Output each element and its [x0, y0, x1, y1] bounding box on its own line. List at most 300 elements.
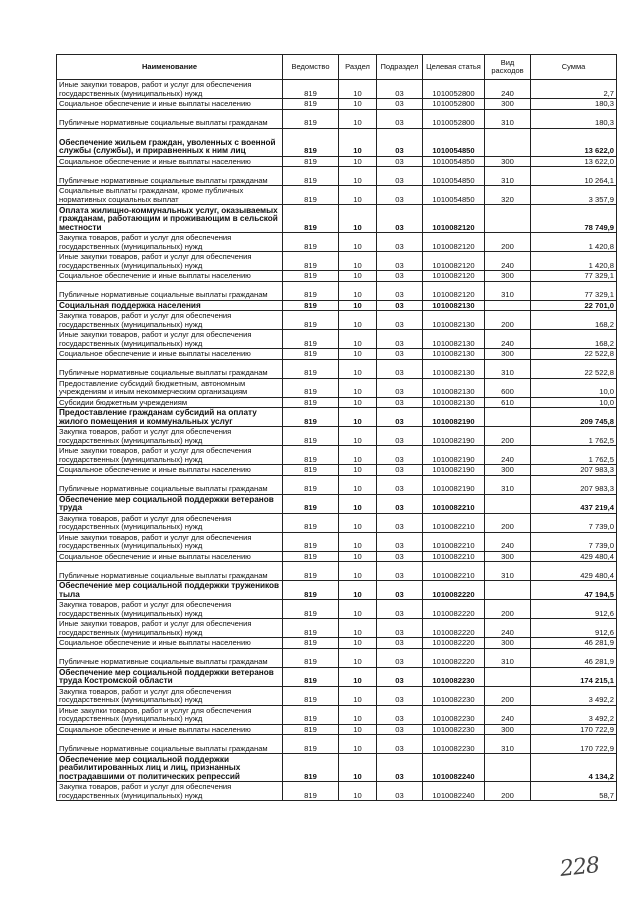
cell-article: 1010082130 — [423, 311, 485, 330]
table-row — [57, 205, 617, 233]
cell-section: 10 — [339, 705, 377, 724]
cell-subsection: 03 — [377, 397, 423, 408]
table-row — [57, 513, 617, 532]
cell-sum: 429 480,4 — [531, 562, 617, 581]
cell-sum: 209 745,8 — [531, 408, 617, 427]
cell-subsection: 03 — [377, 233, 423, 252]
cell-sum: 1 762,5 — [531, 446, 617, 465]
cell-subsection: 03 — [377, 724, 423, 735]
cell-sum: 207 983,3 — [531, 475, 617, 494]
table-row — [57, 330, 617, 349]
cell-name: Публичные нормативные социальные выплаты гражданам — [57, 281, 283, 300]
cell-subsection: 03 — [377, 475, 423, 494]
cell-subsection: 03 — [377, 494, 423, 513]
cell-subsection: 03 — [377, 186, 423, 205]
cell-name: Оплата жилищно-коммунальных услуг, оказываемых гражданам, работающим и проживающим в сельской местности — [57, 205, 283, 233]
cell-section: 10 — [339, 427, 377, 446]
table-row — [57, 619, 617, 638]
cell-section: 10 — [339, 252, 377, 271]
cell-dept: 819 — [283, 551, 339, 562]
cell-dept: 819 — [283, 686, 339, 705]
cell-dept: 819 — [283, 156, 339, 167]
cell-subsection: 03 — [377, 359, 423, 378]
table-row — [57, 349, 617, 360]
table-row — [57, 724, 617, 735]
cell-exp-type: 310 — [485, 562, 531, 581]
cell-exp-type: 600 — [485, 378, 531, 397]
cell-exp-type: 300 — [485, 271, 531, 282]
cell-article: 1010054850 — [423, 167, 485, 186]
cell-subsection: 03 — [377, 427, 423, 446]
cell-section: 10 — [339, 686, 377, 705]
cell-dept: 819 — [283, 581, 339, 600]
cell-subsection: 03 — [377, 667, 423, 686]
cell-exp-type: 300 — [485, 465, 531, 476]
cell-article: 1010052800 — [423, 109, 485, 128]
cell-sum: 3 492,2 — [531, 705, 617, 724]
cell-section: 10 — [339, 205, 377, 233]
cell-sum: 168,2 — [531, 330, 617, 349]
cell-section: 10 — [339, 359, 377, 378]
cell-article: 1010082120 — [423, 252, 485, 271]
cell-dept: 819 — [283, 99, 339, 110]
cell-exp-type: 300 — [485, 99, 531, 110]
cell-name: Социальная поддержка населения — [57, 300, 283, 311]
cell-dept: 819 — [283, 638, 339, 649]
cell-section: 10 — [339, 562, 377, 581]
cell-section: 10 — [339, 271, 377, 282]
cell-exp-type: 200 — [485, 782, 531, 801]
cell-article: 1010082220 — [423, 581, 485, 600]
cell-article: 1010082130 — [423, 300, 485, 311]
cell-dept: 819 — [283, 109, 339, 128]
cell-name: Публичные нормативные социальные выплаты гражданам — [57, 359, 283, 378]
cell-article: 1010082190 — [423, 427, 485, 446]
cell-sum: 10,0 — [531, 397, 617, 408]
cell-dept: 819 — [283, 724, 339, 735]
cell-name: Публичные нормативные социальные выплаты гражданам — [57, 562, 283, 581]
cell-exp-type: 300 — [485, 551, 531, 562]
cell-dept: 819 — [283, 330, 339, 349]
cell-exp-type — [485, 667, 531, 686]
cell-dept: 819 — [283, 667, 339, 686]
cell-dept: 819 — [283, 271, 339, 282]
table-row — [57, 475, 617, 494]
header-section: Раздел — [339, 55, 377, 80]
cell-name: Публичные нормативные социальные выплаты гражданам — [57, 109, 283, 128]
cell-article: 1010082190 — [423, 475, 485, 494]
cell-section: 10 — [339, 619, 377, 638]
cell-dept: 819 — [283, 128, 339, 156]
table-row — [57, 156, 617, 167]
cell-name: Социальное обеспечение и иные выплаты населению — [57, 638, 283, 649]
table-row — [57, 311, 617, 330]
cell-subsection: 03 — [377, 109, 423, 128]
cell-subsection: 03 — [377, 378, 423, 397]
cell-name: Обеспечение мер социальной поддержки реабилитированных лиц и лиц, признанных пострадавшими от политических репрессий — [57, 754, 283, 782]
cell-article: 1010052800 — [423, 99, 485, 110]
cell-sum: 3 492,2 — [531, 686, 617, 705]
cell-dept: 819 — [283, 408, 339, 427]
cell-subsection: 03 — [377, 532, 423, 551]
cell-sum: 170 722,9 — [531, 724, 617, 735]
cell-exp-type — [485, 205, 531, 233]
cell-article: 1010082120 — [423, 281, 485, 300]
table-row — [57, 686, 617, 705]
cell-section: 10 — [339, 446, 377, 465]
cell-article: 1010082130 — [423, 349, 485, 360]
cell-article: 1010082210 — [423, 562, 485, 581]
cell-sum: 47 194,5 — [531, 581, 617, 600]
cell-name: Социальное обеспечение и иные выплаты населению — [57, 465, 283, 476]
cell-sum: 22 522,8 — [531, 359, 617, 378]
table-header — [57, 55, 617, 80]
cell-article: 1010082120 — [423, 271, 485, 282]
table-row — [57, 532, 617, 551]
cell-sum: 1 420,8 — [531, 252, 617, 271]
cell-section: 10 — [339, 581, 377, 600]
cell-dept: 819 — [283, 619, 339, 638]
table-row — [57, 600, 617, 619]
cell-dept: 819 — [283, 705, 339, 724]
cell-article: 1010082220 — [423, 638, 485, 649]
cell-name: Публичные нормативные социальные выплаты гражданам — [57, 475, 283, 494]
header-row — [57, 55, 617, 80]
table-row — [57, 271, 617, 282]
cell-article: 1010082220 — [423, 648, 485, 667]
cell-exp-type: 310 — [485, 359, 531, 378]
cell-name: Социальное обеспечение и иные выплаты населению — [57, 349, 283, 360]
cell-sum: 207 983,3 — [531, 465, 617, 476]
cell-sum: 77 329,1 — [531, 281, 617, 300]
header-exp-type: Вид расходов — [485, 55, 531, 80]
cell-section: 10 — [339, 754, 377, 782]
cell-name: Иные закупки товаров, работ и услуг для обеспечения государственных (муниципальных) нужд — [57, 252, 283, 271]
table-row — [57, 80, 617, 99]
cell-sum: 1 762,5 — [531, 427, 617, 446]
cell-section: 10 — [339, 156, 377, 167]
cell-name: Субсидии бюджетным учреждениям — [57, 397, 283, 408]
cell-section: 10 — [339, 551, 377, 562]
cell-name: Иные закупки товаров, работ и услуг для обеспечения государственных (муниципальных) нужд — [57, 532, 283, 551]
cell-section: 10 — [339, 186, 377, 205]
cell-section: 10 — [339, 349, 377, 360]
cell-article: 1010082190 — [423, 408, 485, 427]
cell-name: Иные закупки товаров, работ и услуг для обеспечения государственных (муниципальных) нужд — [57, 330, 283, 349]
cell-article: 1010082210 — [423, 532, 485, 551]
cell-dept: 819 — [283, 782, 339, 801]
cell-dept: 819 — [283, 562, 339, 581]
cell-article: 1010082240 — [423, 754, 485, 782]
cell-name: Закупка товаров, работ и услуг для обеспечения государственных (муниципальных) нужд — [57, 427, 283, 446]
cell-sum: 180,3 — [531, 109, 617, 128]
table-row — [57, 397, 617, 408]
cell-article: 1010082220 — [423, 619, 485, 638]
cell-name: Обеспечение мер социальной поддержки тружеников тыла — [57, 581, 283, 600]
cell-dept: 819 — [283, 186, 339, 205]
cell-name: Обеспечение мер социальной поддержки ветеранов труда — [57, 494, 283, 513]
table-row — [57, 446, 617, 465]
cell-section: 10 — [339, 233, 377, 252]
cell-exp-type: 300 — [485, 724, 531, 735]
cell-exp-type: 240 — [485, 705, 531, 724]
cell-article: 1010054850 — [423, 186, 485, 205]
cell-sum: 3 357,9 — [531, 186, 617, 205]
cell-exp-type: 200 — [485, 427, 531, 446]
cell-sum: 13 622,0 — [531, 156, 617, 167]
cell-subsection: 03 — [377, 271, 423, 282]
cell-exp-type: 200 — [485, 233, 531, 252]
cell-sum: 174 215,1 — [531, 667, 617, 686]
cell-exp-type — [485, 408, 531, 427]
header-subsection: Подраздел — [377, 55, 423, 80]
cell-section: 10 — [339, 330, 377, 349]
cell-section: 10 — [339, 782, 377, 801]
cell-exp-type — [485, 300, 531, 311]
cell-section: 10 — [339, 128, 377, 156]
cell-subsection: 03 — [377, 205, 423, 233]
cell-article: 1010082130 — [423, 378, 485, 397]
cell-section: 10 — [339, 80, 377, 99]
cell-section: 10 — [339, 648, 377, 667]
cell-subsection: 03 — [377, 80, 423, 99]
cell-dept: 819 — [283, 281, 339, 300]
table-row — [57, 281, 617, 300]
page-number: 228 — [558, 853, 601, 882]
cell-name: Социальное обеспечение и иные выплаты населению — [57, 99, 283, 110]
budget-table — [56, 54, 617, 801]
cell-sum: 58,7 — [531, 782, 617, 801]
table-row — [57, 378, 617, 397]
cell-section: 10 — [339, 378, 377, 397]
cell-section: 10 — [339, 638, 377, 649]
cell-sum: 22 701,0 — [531, 300, 617, 311]
table-row — [57, 735, 617, 754]
cell-subsection: 03 — [377, 638, 423, 649]
cell-article: 1010082230 — [423, 724, 485, 735]
cell-section: 10 — [339, 465, 377, 476]
cell-exp-type: 200 — [485, 513, 531, 532]
cell-name: Предоставление гражданам субсидий на оплату жилого помещения и коммунальных услуг — [57, 408, 283, 427]
cell-section: 10 — [339, 724, 377, 735]
cell-exp-type: 300 — [485, 156, 531, 167]
cell-exp-type: 240 — [485, 330, 531, 349]
cell-section: 10 — [339, 494, 377, 513]
cell-sum: 170 722,9 — [531, 735, 617, 754]
table-row — [57, 667, 617, 686]
cell-article: 1010082220 — [423, 600, 485, 619]
cell-exp-type: 320 — [485, 186, 531, 205]
cell-exp-type: 610 — [485, 397, 531, 408]
cell-sum: 78 749,9 — [531, 205, 617, 233]
table-row — [57, 581, 617, 600]
cell-sum: 912,6 — [531, 600, 617, 619]
cell-subsection: 03 — [377, 300, 423, 311]
cell-name: Закупка товаров, работ и услуг для обеспечения государственных (муниципальных) нужд — [57, 233, 283, 252]
cell-section: 10 — [339, 167, 377, 186]
table-row — [57, 128, 617, 156]
cell-article: 1010082230 — [423, 705, 485, 724]
cell-exp-type: 310 — [485, 109, 531, 128]
cell-exp-type: 240 — [485, 446, 531, 465]
cell-section: 10 — [339, 532, 377, 551]
cell-subsection: 03 — [377, 167, 423, 186]
cell-subsection: 03 — [377, 581, 423, 600]
cell-dept: 819 — [283, 494, 339, 513]
cell-dept: 819 — [283, 252, 339, 271]
cell-exp-type: 240 — [485, 80, 531, 99]
cell-exp-type — [485, 128, 531, 156]
cell-dept: 819 — [283, 349, 339, 360]
header-dept: Ведомство — [283, 55, 339, 80]
cell-subsection: 03 — [377, 349, 423, 360]
cell-sum: 7 739,0 — [531, 513, 617, 532]
cell-exp-type: 310 — [485, 735, 531, 754]
cell-dept: 819 — [283, 311, 339, 330]
cell-subsection: 03 — [377, 619, 423, 638]
table-row — [57, 754, 617, 782]
cell-subsection: 03 — [377, 600, 423, 619]
table-body — [57, 80, 617, 801]
cell-name: Предоставление субсидий бюджетным, автономным учреждениям и иным некоммерческим организациям — [57, 378, 283, 397]
table-row — [57, 562, 617, 581]
cell-subsection: 03 — [377, 551, 423, 562]
cell-name: Публичные нормативные социальные выплаты гражданам — [57, 735, 283, 754]
cell-section: 10 — [339, 513, 377, 532]
cell-exp-type: 300 — [485, 349, 531, 360]
cell-name: Публичные нормативные социальные выплаты гражданам — [57, 167, 283, 186]
cell-article: 1010082130 — [423, 359, 485, 378]
cell-name: Публичные нормативные социальные выплаты гражданам — [57, 648, 283, 667]
table-row — [57, 109, 617, 128]
cell-subsection: 03 — [377, 128, 423, 156]
cell-dept: 819 — [283, 427, 339, 446]
table-row — [57, 167, 617, 186]
cell-sum: 22 522,8 — [531, 349, 617, 360]
cell-article: 1010082230 — [423, 735, 485, 754]
table-row — [57, 705, 617, 724]
cell-dept: 819 — [283, 648, 339, 667]
cell-sum: 1 420,8 — [531, 233, 617, 252]
budget-table-sheet — [56, 54, 616, 801]
cell-name: Закупка товаров, работ и услуг для обеспечения государственных (муниципальных) нужд — [57, 686, 283, 705]
cell-dept: 819 — [283, 754, 339, 782]
cell-dept: 819 — [283, 397, 339, 408]
cell-dept: 819 — [283, 532, 339, 551]
cell-subsection: 03 — [377, 648, 423, 667]
cell-sum: 10 264,1 — [531, 167, 617, 186]
cell-article: 1010082190 — [423, 465, 485, 476]
cell-dept: 819 — [283, 300, 339, 311]
cell-name: Обеспечение мер социальной поддержки ветеранов труда Костромской области — [57, 667, 283, 686]
cell-section: 10 — [339, 475, 377, 494]
cell-section: 10 — [339, 300, 377, 311]
cell-exp-type: 200 — [485, 311, 531, 330]
cell-subsection: 03 — [377, 513, 423, 532]
table-row — [57, 233, 617, 252]
cell-sum: 180,3 — [531, 99, 617, 110]
table-row — [57, 648, 617, 667]
cell-subsection: 03 — [377, 782, 423, 801]
cell-subsection: 03 — [377, 311, 423, 330]
cell-name: Обеспечение жильем граждан, уволенных с военной службы (службы), и приравненных к ним лиц — [57, 128, 283, 156]
cell-dept: 819 — [283, 80, 339, 99]
cell-article: 1010082210 — [423, 494, 485, 513]
cell-subsection: 03 — [377, 99, 423, 110]
cell-subsection: 03 — [377, 408, 423, 427]
cell-section: 10 — [339, 408, 377, 427]
cell-sum: 912,6 — [531, 619, 617, 638]
cell-subsection: 03 — [377, 156, 423, 167]
cell-dept: 819 — [283, 205, 339, 233]
cell-name: Закупка товаров, работ и услуг для обеспечения государственных (муниципальных) нужд — [57, 600, 283, 619]
cell-sum: 2,7 — [531, 80, 617, 99]
cell-section: 10 — [339, 99, 377, 110]
cell-subsection: 03 — [377, 252, 423, 271]
cell-exp-type: 310 — [485, 648, 531, 667]
cell-dept: 819 — [283, 167, 339, 186]
cell-subsection: 03 — [377, 705, 423, 724]
cell-article: 1010054850 — [423, 128, 485, 156]
header-name: Наименование — [57, 55, 283, 80]
cell-article: 1010082130 — [423, 397, 485, 408]
cell-article: 1010082210 — [423, 513, 485, 532]
cell-subsection: 03 — [377, 735, 423, 754]
cell-section: 10 — [339, 281, 377, 300]
cell-article: 1010082130 — [423, 330, 485, 349]
cell-name: Социальные выплаты гражданам, кроме публичных нормативных социальных выплат — [57, 186, 283, 205]
table-row — [57, 408, 617, 427]
cell-subsection: 03 — [377, 281, 423, 300]
cell-article: 1010082120 — [423, 205, 485, 233]
cell-subsection: 03 — [377, 686, 423, 705]
cell-name: Иные закупки товаров, работ и услуг для обеспечения государственных (муниципальных) нужд — [57, 705, 283, 724]
cell-exp-type — [485, 754, 531, 782]
cell-exp-type: 310 — [485, 475, 531, 494]
table-row — [57, 186, 617, 205]
cell-section: 10 — [339, 600, 377, 619]
cell-section: 10 — [339, 667, 377, 686]
cell-name: Социальное обеспечение и иные выплаты населению — [57, 156, 283, 167]
cell-article: 1010082230 — [423, 667, 485, 686]
cell-article: 1010082230 — [423, 686, 485, 705]
cell-subsection: 03 — [377, 562, 423, 581]
cell-exp-type — [485, 494, 531, 513]
cell-name: Иные закупки товаров, работ и услуг для обеспечения государственных (муниципальных) нужд — [57, 446, 283, 465]
cell-exp-type: 240 — [485, 619, 531, 638]
cell-sum: 10,0 — [531, 378, 617, 397]
cell-article: 1010082120 — [423, 233, 485, 252]
cell-subsection: 03 — [377, 330, 423, 349]
cell-dept: 819 — [283, 600, 339, 619]
cell-subsection: 03 — [377, 446, 423, 465]
cell-sum: 77 329,1 — [531, 271, 617, 282]
table-row — [57, 494, 617, 513]
cell-exp-type: 310 — [485, 167, 531, 186]
cell-sum: 429 480,4 — [531, 551, 617, 562]
cell-dept: 819 — [283, 513, 339, 532]
cell-section: 10 — [339, 735, 377, 754]
cell-name: Социальное обеспечение и иные выплаты населению — [57, 551, 283, 562]
cell-name: Социальное обеспечение и иные выплаты населению — [57, 271, 283, 282]
table-row — [57, 359, 617, 378]
cell-article: 1010052800 — [423, 80, 485, 99]
cell-exp-type: 200 — [485, 600, 531, 619]
cell-exp-type: 310 — [485, 281, 531, 300]
cell-sum: 4 134,2 — [531, 754, 617, 782]
cell-article: 1010082190 — [423, 446, 485, 465]
table-row — [57, 638, 617, 649]
